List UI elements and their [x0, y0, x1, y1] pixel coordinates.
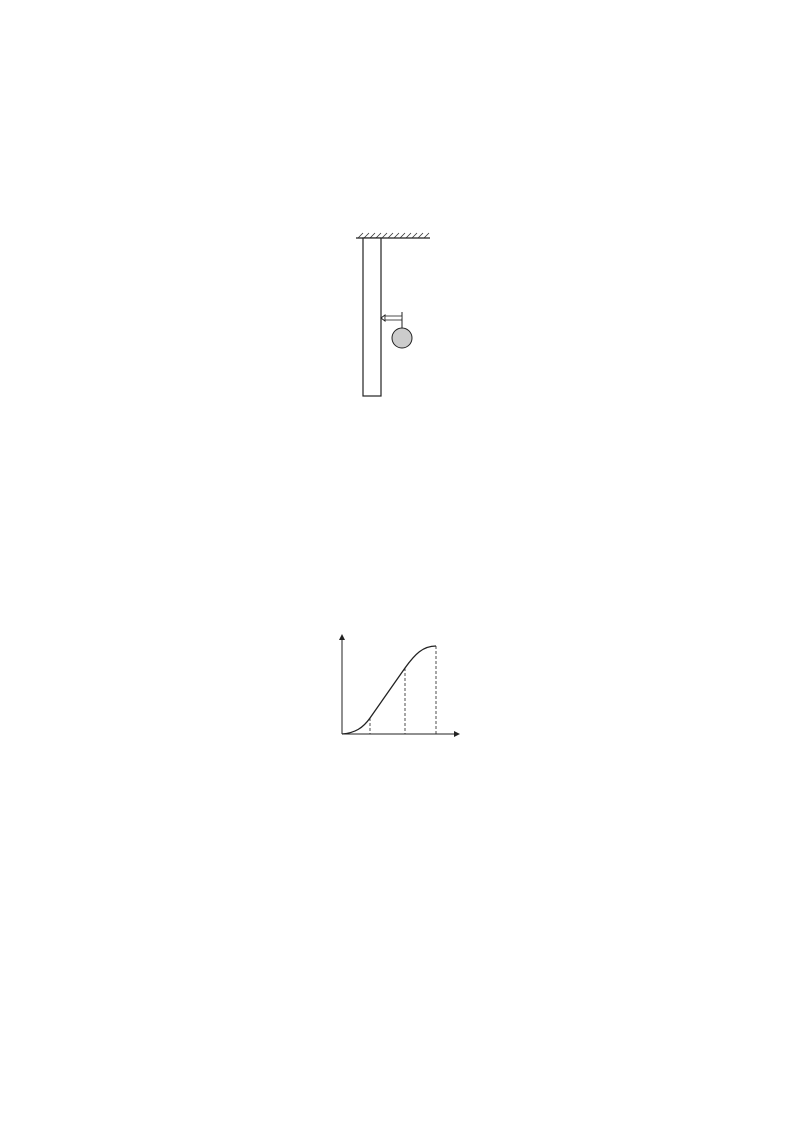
s-t-curve: [342, 646, 436, 734]
spring-ruler-figure: [350, 232, 435, 400]
s-t-graph: [325, 630, 465, 752]
